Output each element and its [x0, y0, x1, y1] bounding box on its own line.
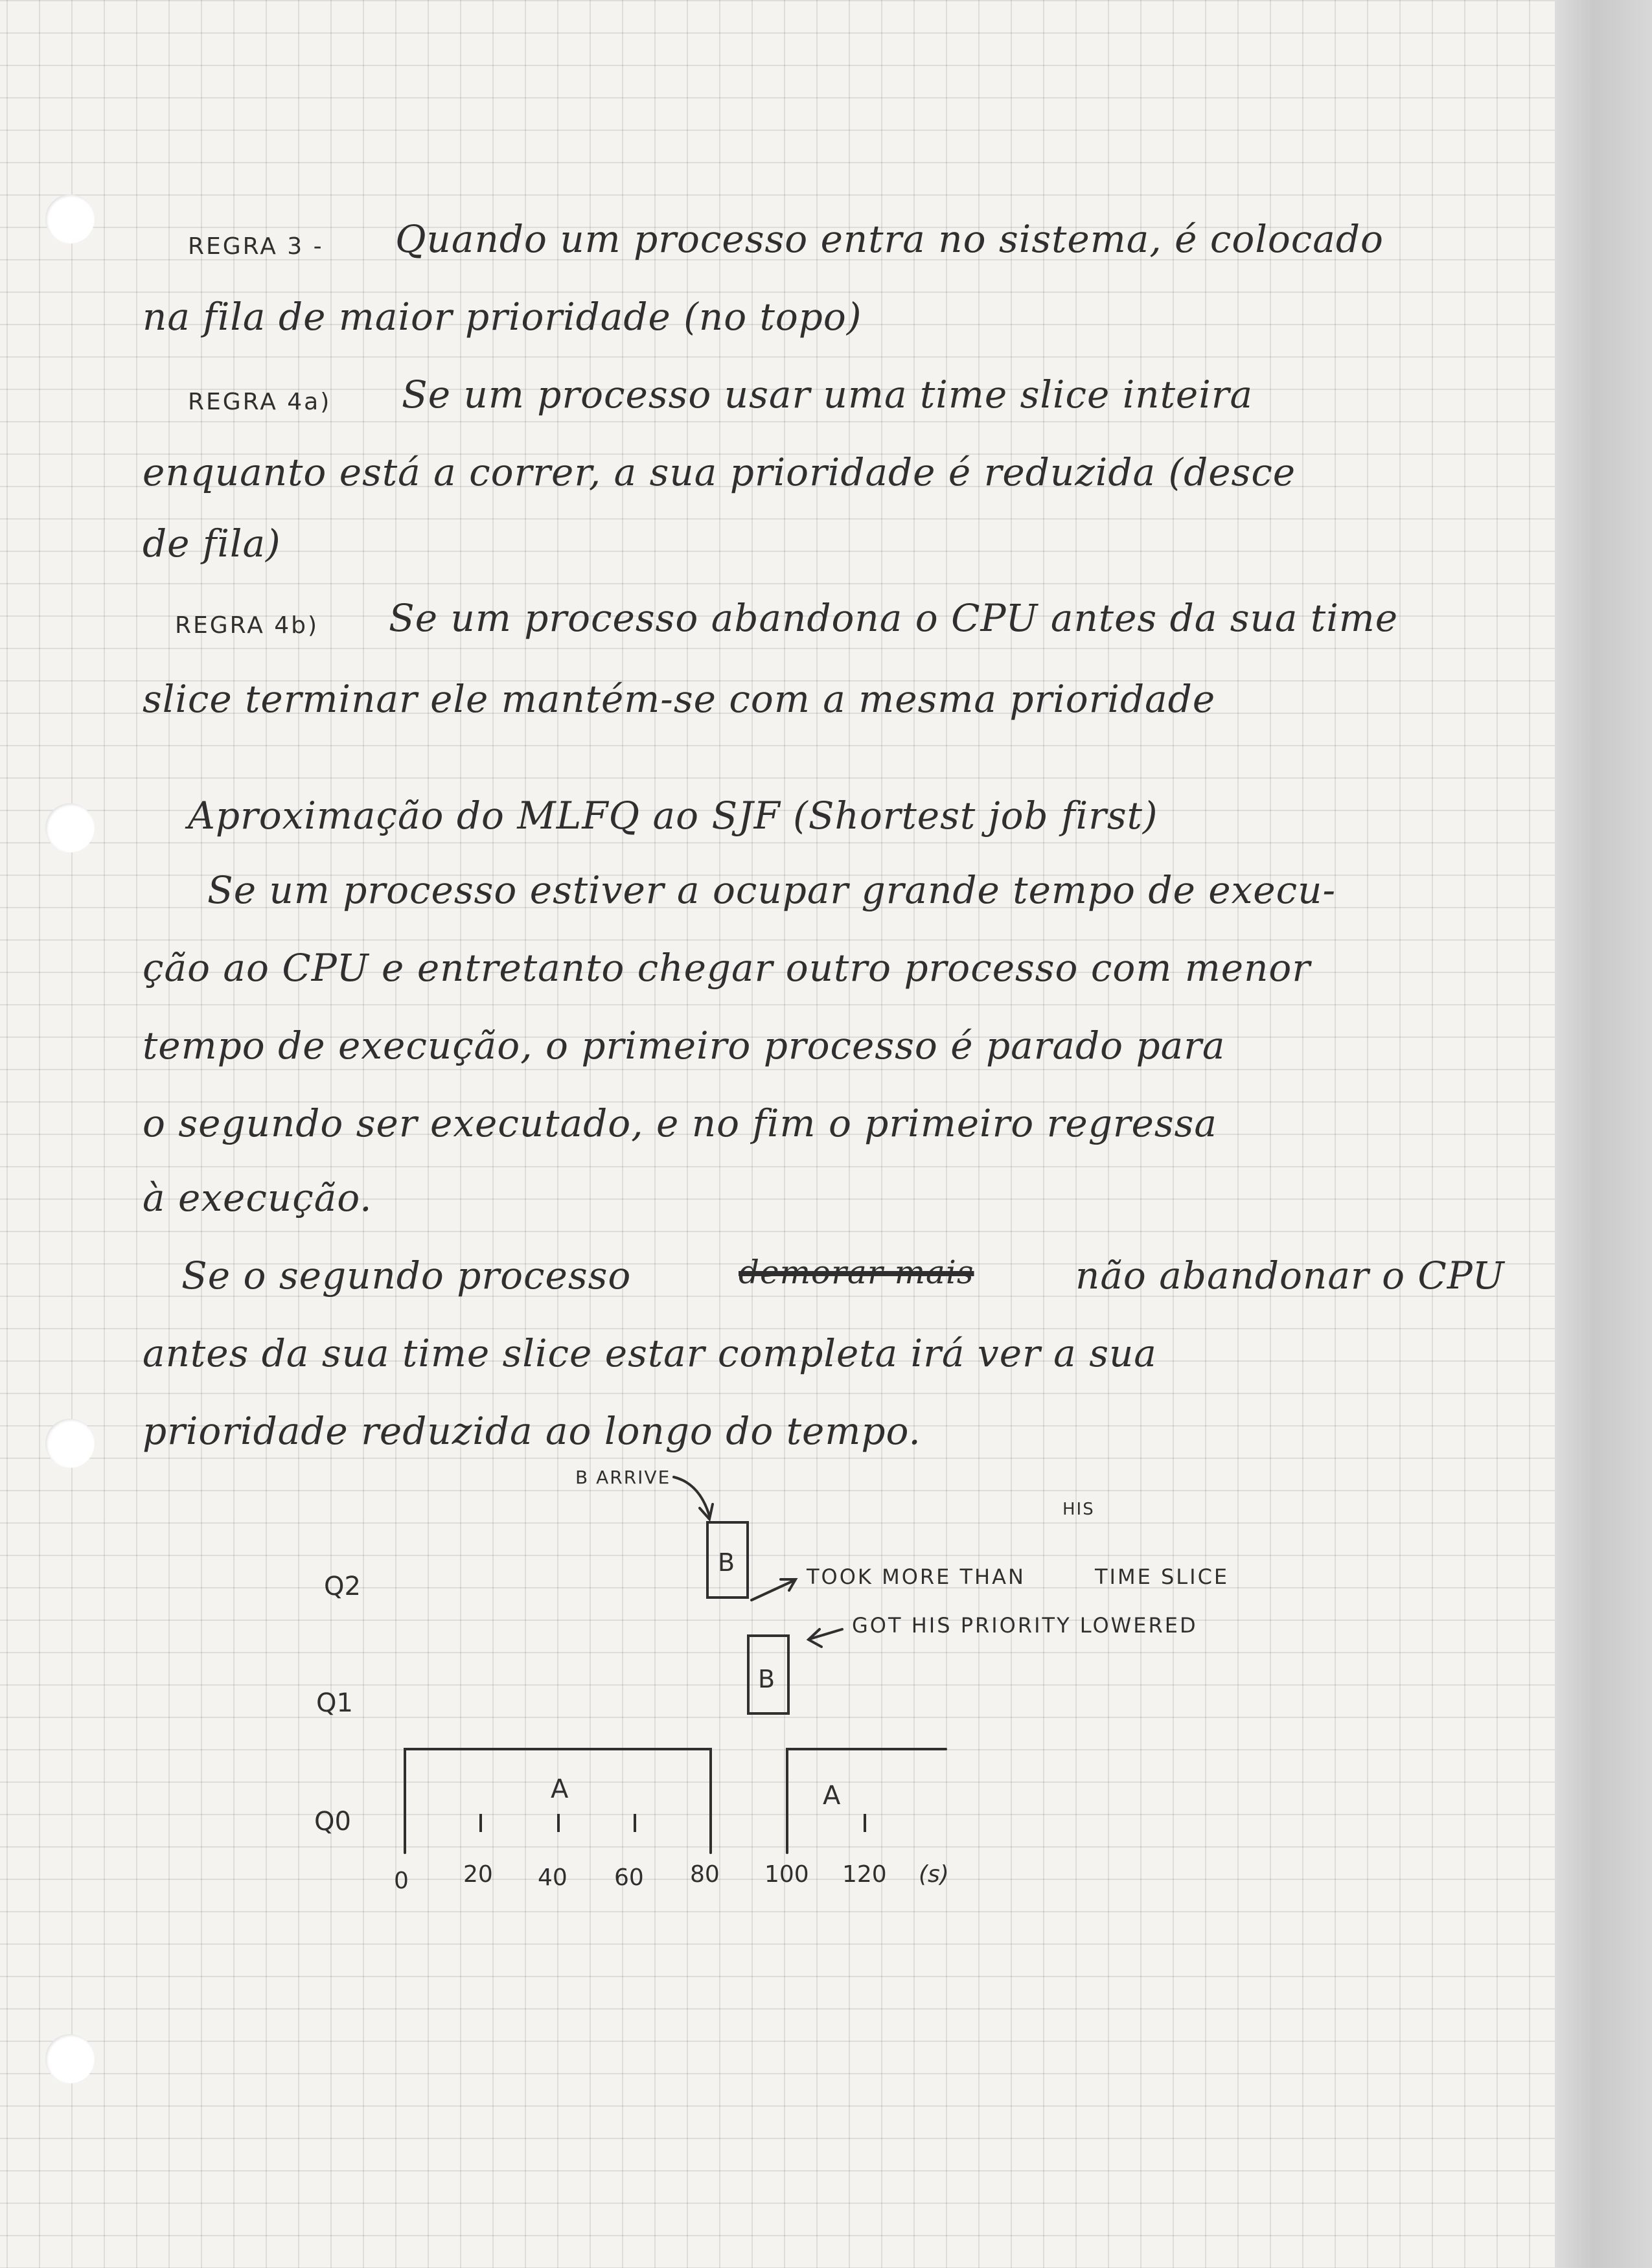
- section-heading: Aproximação do MLFQ ao SJF (Shortest job first): [188, 794, 1158, 838]
- rule4a-text-line2: enquanto está a correr, a sua prioridade é reduzida (desce: [143, 450, 1296, 494]
- paragraph1-line2: ção ao CPU e entretanto chegar outro processo com menor: [143, 946, 1311, 990]
- paragraph2-line3: prioridade reduzida ao longo do tempo.: [143, 1409, 921, 1453]
- time-slice-note: TIME SLICE: [1095, 1564, 1230, 1589]
- paragraph2-line1-start: Se o segundo processo: [181, 1254, 632, 1298]
- rule4a-label: REGRA 4a): [188, 389, 332, 415]
- arrival-note: B ARRIVE: [575, 1467, 671, 1488]
- paragraph2-line1-end: não abandonar o CPU: [1075, 1254, 1505, 1298]
- paragraph2-line2: antes da sua time slice estar completa irá ver a sua: [143, 1331, 1157, 1375]
- job-b-label-q1: B: [758, 1665, 775, 1693]
- job-a-box-second: [787, 1749, 946, 1853]
- axis-ticks: [481, 1814, 865, 1832]
- rule4b-text-line2: slice terminar ele mantém-se com a mesma prioridade: [143, 677, 1216, 721]
- axis-unit: (s): [919, 1861, 949, 1888]
- rule4b-label: REGRA 4b): [175, 612, 319, 639]
- page-edge: [1555, 0, 1652, 2268]
- paragraph1-line3: tempo de execução, o primeiro processo é parado para: [143, 1024, 1226, 1068]
- rule4a-text-line3: de fila): [143, 521, 281, 566]
- took-arrow: [751, 1581, 794, 1600]
- struck-through-words: demorar mais: [739, 1254, 974, 1291]
- job-b-label-q2: B: [718, 1548, 735, 1577]
- queue-label-q0: Q0: [314, 1807, 351, 1837]
- tick-label: 120: [842, 1861, 887, 1888]
- rule3-text-line2: na fila de maior prioridade (no topo): [143, 295, 862, 339]
- paragraph1-line5: à execução.: [143, 1176, 373, 1220]
- his-insert-note: HIS: [1062, 1500, 1095, 1519]
- rule4a-text-line1: Se um processo usar uma time slice inteira: [402, 372, 1254, 417]
- rule3-text-line1: Quando um processo entra no sistema, é colocado: [395, 217, 1384, 261]
- rule4b-text-line1: Se um processo abandona o CPU antes da sua time: [389, 596, 1399, 640]
- arrival-arrow: [674, 1477, 709, 1516]
- tick-label: 60: [614, 1864, 644, 1891]
- job-a-label-second: A: [823, 1781, 841, 1811]
- took-more-note: TOOK MORE THAN: [807, 1564, 1026, 1589]
- tick-label: 40: [538, 1864, 568, 1891]
- tick-label: 100: [764, 1861, 809, 1888]
- queue-label-q2: Q2: [324, 1572, 361, 1601]
- tick-label: 80: [690, 1861, 720, 1888]
- tick-label: 20: [463, 1861, 493, 1888]
- paragraph1-line1: Se um processo estiver a ocupar grande tempo de execu-: [207, 868, 1337, 912]
- paragraph1-line4: o segundo ser executado, e no fim o primeiro regressa: [143, 1101, 1217, 1145]
- queue-label-q1: Q1: [316, 1688, 353, 1718]
- rule3-label: REGRA 3 -: [188, 233, 324, 260]
- job-a-label-first: A: [551, 1774, 569, 1804]
- tick-label: 0: [394, 1868, 409, 1894]
- priority-lowered-note: GOT HIS PRIORITY LOWERED: [852, 1613, 1198, 1638]
